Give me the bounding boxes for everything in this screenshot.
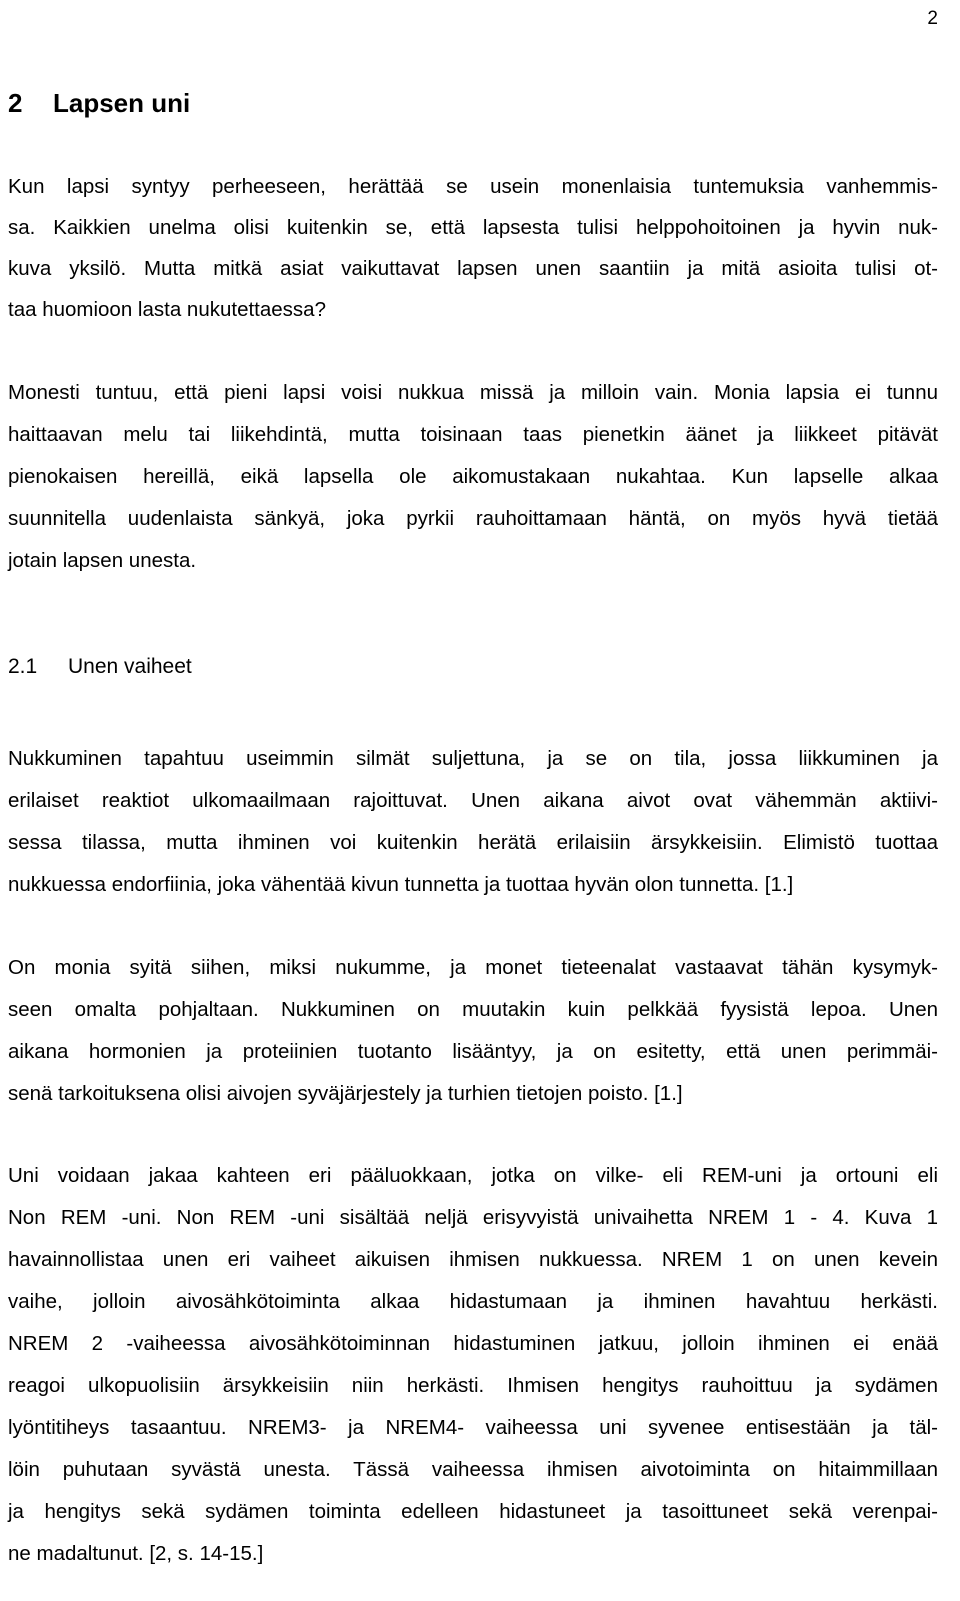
text-line: löin puhutaan syvästä unesta. Tässä vaiheessa ihmisen aivotoiminta on hitaimmillaan bbox=[8, 1458, 938, 1481]
text-line: taa huomioon lasta nukutettaessa? bbox=[8, 298, 326, 321]
text-line: senä tarkoituksena olisi aivojen syväjärjestely ja turhien tietojen poisto. [1.] bbox=[8, 1082, 683, 1105]
text-line: jotain lapsen unesta. bbox=[8, 549, 197, 572]
chapter-number: 2 bbox=[8, 88, 23, 118]
text-line: erilaiset reaktiot ulkomaailmaan rajoittuvat. Unen aikana aivot ovat vähemmän aktiivi- bbox=[8, 789, 938, 812]
chapter-title: Lapsen uni bbox=[53, 88, 191, 118]
text-line: aikana hormonien ja proteiinien tuotanto lisääntyy, ja on esitetty, että unen perimmäi- bbox=[8, 1040, 938, 1063]
text-line: sa. Kaikkien unelma olisi kuitenkin se, että lapsesta tulisi helppohoitoinen ja hyvin nuk- bbox=[8, 216, 938, 239]
text-line: sessa tilassa, mutta ihminen voi kuitenkin herätä erilaisiin ärsykkeisiin. Elimistö tuottaa bbox=[8, 831, 938, 854]
text-line: suunnitella uudenlaista sänkyä, joka pyrkii rauhoittamaan häntä, on myös hyvä tietää bbox=[8, 507, 938, 530]
text-line: pienokaisen hereillä, eikä lapsella ole aikomustakaan nukahtaa. Kun lapselle alkaa bbox=[8, 465, 938, 488]
chapter-heading bbox=[8, 90, 190, 116]
section-number: 2.1 bbox=[8, 655, 38, 678]
text-line: seen omalta pohjaltaan. Nukkuminen on muutakin kuin pelkkää fyysistä lepoa. Unen bbox=[8, 998, 938, 1021]
section-heading bbox=[8, 656, 192, 677]
text-line: kuva yksilö. Mutta mitkä asiat vaikuttavat lapsen unen saantiin ja mitä asioita tulisi ot- bbox=[8, 257, 938, 280]
section-title: Unen vaiheet bbox=[68, 655, 192, 678]
page-number: 2 bbox=[927, 8, 938, 29]
text-line: haittaavan melu tai liikehdintä, mutta toisinaan taas pienetkin äänet ja liikkeet pitävät bbox=[8, 423, 938, 446]
text-line: NREM 2 -vaiheessa aivosähkötoiminnan hidastuminen jatkuu, jolloin ihminen ei enää bbox=[8, 1332, 938, 1355]
text-line: Uni voidaan jakaa kahteen eri pääluokkaan, jotka on vilke- eli REM-uni ja ortouni eli bbox=[8, 1164, 938, 1187]
text-line: ne madaltunut. [2, s. 14-15.] bbox=[8, 1542, 264, 1565]
text-line: vaihe, jolloin aivosähkötoiminta alkaa hidastumaan ja ihminen havahtuu herkästi. bbox=[8, 1290, 938, 1313]
text-line: ja hengitys sekä sydämen toiminta edelleen hidastuneet ja tasoittuneet sekä verenpai- bbox=[8, 1500, 938, 1523]
text-line: reagoi ulkopuolisiin ärsykkeisiin niin herkästi. Ihmisen hengitys rauhoittuu ja sydämen bbox=[8, 1374, 938, 1397]
text-line: lyöntitiheys tasaantuu. NREM3- ja NREM4- vaiheessa uni syvenee entisestään ja täl- bbox=[8, 1416, 938, 1439]
text-line: Monesti tuntuu, että pieni lapsi voisi nukkua missä ja milloin vain. Monia lapsia ei tunnu bbox=[8, 381, 938, 404]
text-line: Non REM -uni. Non REM -uni sisältää neljä erisyvyistä univaihetta NREM 1 - 4. Kuva 1 bbox=[8, 1206, 938, 1229]
text-line: Nukkuminen tapahtuu useimmin silmät suljettuna, ja se on tila, jossa liikkuminen ja bbox=[8, 747, 938, 770]
text-line: Kun lapsi syntyy perheeseen, herättää se usein monenlaisia tuntemuksia vanhemmis- bbox=[8, 175, 938, 198]
text-line: nukkuessa endorfiinia, joka vähentää kivun tunnetta ja tuottaa hyvän olon tunnetta. [1.] bbox=[8, 873, 794, 896]
text-line: On monia syitä siihen, miksi nukumme, ja monet tieteenalat vastaavat tähän kysymyk- bbox=[8, 956, 938, 979]
text-line: havainnollistaa unen eri vaiheet aikuisen ihmisen nukkuessa. NREM 1 on unen kevein bbox=[8, 1248, 938, 1271]
